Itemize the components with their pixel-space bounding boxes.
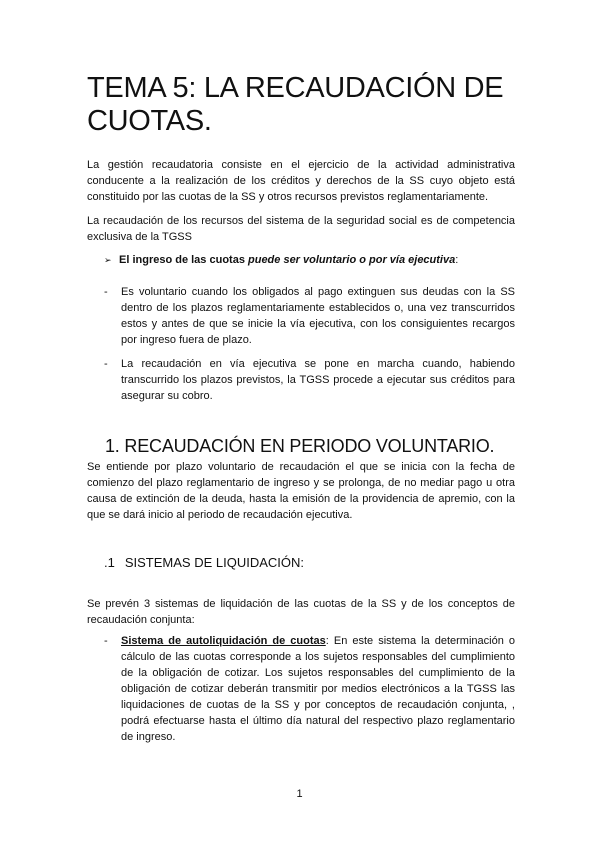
intro-paragraph-1: La gestión recaudatoria consiste en el ejercicio de la actividad administrativa conducente a la realización de los créditos y derechos de la SS cuyo objeto está constituido por las cuotas de la SS y otros recursos previstos reglamentariamente.	[87, 159, 515, 203]
dash-item-text: Es voluntario cuando los obligados al pago extinguen sus deudas con la SS dentro de los plazos reglamentariamente establecidos o, una vez transcurridos estos y antes de que se inicie la vía ejecutiva, con los consiguientes recargos por ingreso fuera de plazo.	[121, 286, 515, 346]
page-number: 1	[296, 788, 303, 800]
subsection-intro: Se prevén 3 sistemas de liquidación de las cuotas de la SS y de los conceptos de recaudación conjunta:	[87, 598, 515, 626]
bullet-bold-italic-text: puede ser voluntario o por vía ejecutiva	[248, 254, 456, 266]
dash-marker: -	[104, 286, 108, 298]
dash-marker: -	[104, 358, 108, 370]
bullet-tail: :	[455, 254, 459, 266]
dash-item-text: La recaudación en vía ejecutiva se pone en marcha cuando, habiendo transcurrido los plazos previstos, la TGSS procede a ejecutar sus créditos para asegurar su cobro.	[121, 358, 515, 402]
bullet-bold-text: El ingreso de las cuotas	[119, 254, 248, 266]
subsection-number: .1	[104, 555, 115, 570]
intro-paragraph-2: La recaudación de los recursos del sistema de la seguridad social es de competencia exclusiva de la TGSS	[87, 215, 515, 243]
section-paragraph: Se entiende por plazo voluntario de recaudación el que se inicia con la fecha de comienzo del plazo reglamentario de ingreso y se prolonga, de no mediar pago u otra causa de extinción de la deuda, hasta la emisión de la providencia de apremio, con la que se dará inicio al periodo de recaudación ejecutiva.	[87, 461, 515, 521]
bullet-item	[104, 252, 458, 268]
arrow-bullet-icon: ➢	[104, 255, 112, 265]
dash-marker: -	[104, 635, 108, 647]
subsection-heading	[104, 555, 304, 570]
subsection-title: SISTEMAS DE LIQUIDACIÓN:	[124, 555, 304, 570]
subsection-item-text: : En este sistema la determinación o cálculo de las cuotas corresponde a los sujetos responsables del cumplimiento de la obligación de cotizar. Los sujetos responsables del cumplimiento de la obligación de cotizar deberán transmitir por medios electrónicos a la TGSS las liquidaciones de cuotas de la SS y por conceptos de recaudación conjunta, , podrá efectuarse hasta el último día natural del respectivo plazo reglamentario de ingreso.	[121, 635, 515, 743]
subsection-item	[121, 633, 515, 745]
page-title: TEMA 5: LA RECAUDACIÓN DE CUOTAS.	[87, 72, 504, 137]
subsection-item-label: Sistema de autoliquidación de cuotas	[121, 635, 326, 647]
section-heading: 1. RECAUDACIÓN EN PERIODO VOLUNTARIO.	[105, 436, 495, 456]
